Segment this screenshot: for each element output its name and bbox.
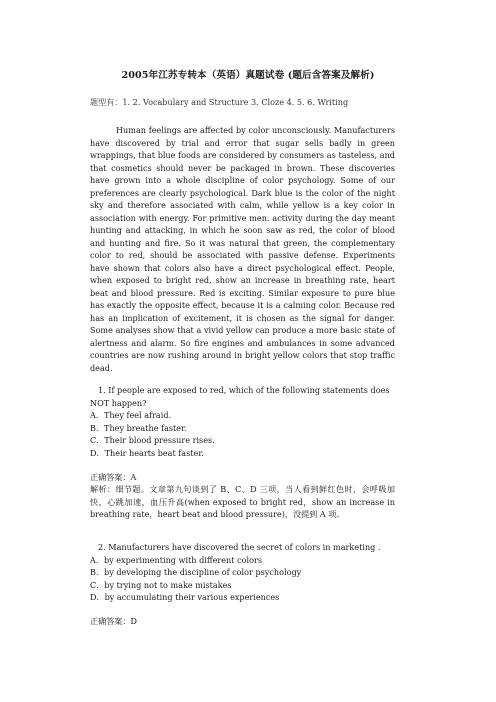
option-b: B．by developing the discipline of color psychology bbox=[90, 567, 302, 578]
option-a: A．by experimenting with different colors bbox=[90, 554, 262, 565]
option-d: D．by accumulating their various experiences bbox=[90, 592, 280, 603]
question-types-line: 题型有：1. 2. Vocabulary and Structure 3. Cloze 4. 5. 6. Writing bbox=[90, 97, 349, 107]
question-1 bbox=[90, 384, 395, 521]
reading-passage: Human feelings are affected by color unconsciously. Manufacturers have discovered by trial and error that sugar sells badly in green wrappings, that blue foods are considered by consumers as tasteless, and that cosmetics should never be packaged in brown. These discoveries have grown into a whole discipline of color psychology. Some of our preferences are clearly psychological. Dark blue is the color of the night sky and therefore associated with calm, while yellow is a key color in association with energy. For primitive men. activity during the day meant hunting and attacking, in which he soon saw as red, the color of blood and hunting and fire. So it was natural that green, the complementary color to red, should be associated with passive defense. Experiments have shown that colors also have a direct psychological effect. People, when exposed to bright red, show an increase in breathing rate, heart beat and blood pressure. Red is exciting. Similar exposure to pure blue has exactly the opposite effect, because it is a calming color. Because red has an implication of excitement, it is chosen as the signal for danger. Some analyses show that a vivid yellow can produce a more basic state of alertness and alarm. So fire engines and ambulances in some advanced countries are now rushing around in bright yellow colors that stop traffic dead. bbox=[90, 125, 395, 373]
document-title: 2005年江苏专转本（英语）真题试卷 (题后含答案及解析) bbox=[121, 70, 375, 81]
option-a: A．They feel afraid. bbox=[90, 410, 172, 421]
option-b: B．They breathe faster. bbox=[90, 422, 187, 433]
correct-answer: 正确答案：D bbox=[90, 615, 137, 626]
option-c: C．by trying not to make mistakes bbox=[90, 579, 232, 590]
correct-answer: 正确答案：A bbox=[90, 471, 137, 482]
question-2 bbox=[90, 541, 395, 628]
question-stem: 2. Manufacturers have discovered the secret of colors in marketing . bbox=[98, 542, 381, 552]
question-stem: 1. If people are exposed to red, which of the following statements does NOT happen? bbox=[90, 385, 390, 408]
option-d: D．Their hearts beat faster. bbox=[90, 447, 204, 458]
explanation: 解析：细节题。文章第九句谈到了 B、C、D 三项，当人看到鲜红色时，会呼吸加快，心跳加速，血压升高(when exposed to bright red，show an increase in breathing rate，heart beat and blood pressure)，没提到 A 项。 bbox=[90, 484, 395, 520]
option-c: C．Their blood pressure rises. bbox=[90, 435, 215, 446]
